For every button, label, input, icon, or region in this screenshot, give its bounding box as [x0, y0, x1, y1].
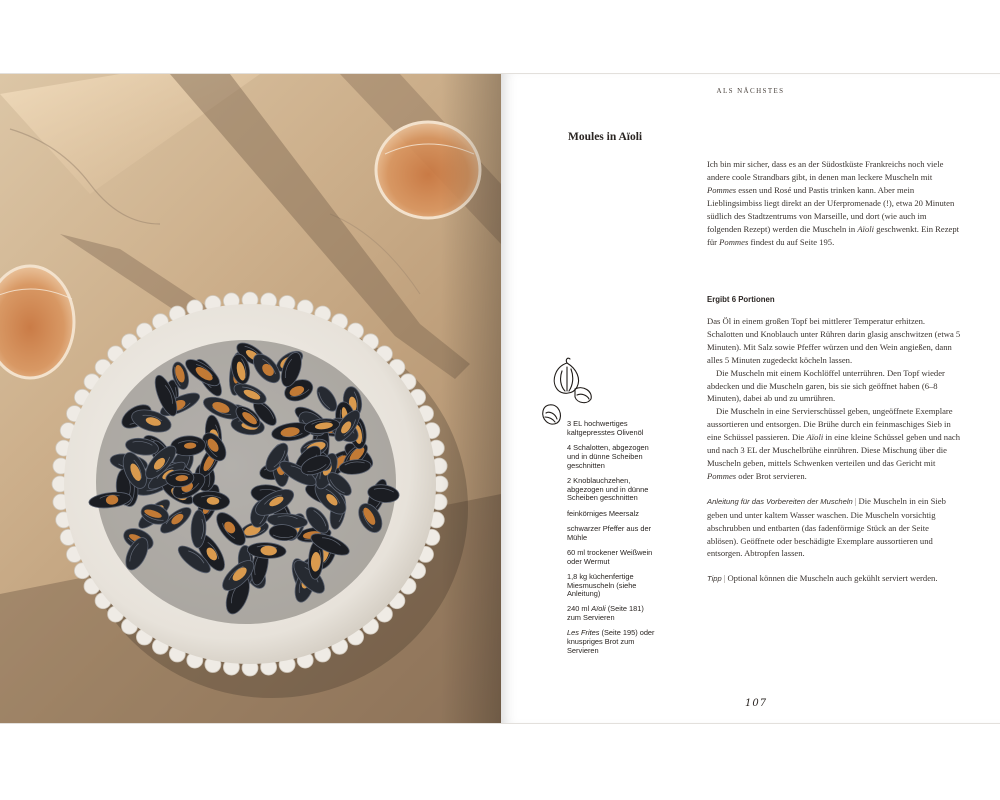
italic-text: Aïoli	[806, 432, 824, 443]
tip-text: Optional können die Muscheln auch gekühlt serviert werden.	[727, 573, 938, 584]
page-number: 107	[745, 698, 768, 709]
text-run: 60 ml trockener Weißwein oder Wermut	[567, 547, 653, 566]
ingredient-item	[567, 444, 659, 470]
italic-text: Pommes	[707, 185, 737, 195]
italic-text: Aïoli	[857, 224, 875, 234]
text-run: (Seite 195) oder knuspriges Brot zum Servieren	[567, 628, 655, 656]
recipe-page	[501, 74, 1000, 723]
rose-wine-glass-icon	[0, 266, 74, 378]
text-run: in eine kleine Schüssel geben und nach und nach 3 EL der Muschelbrühe einrühren. Diese Mischung über die Muscheln geben, mittels Schwenken verteilen und das Gericht mit	[707, 432, 960, 468]
ingredient-item	[567, 420, 659, 438]
text-run: 1,8 kg küchenfertige Miesmuscheln (siehe Anleitung)	[567, 571, 637, 599]
separator: |	[723, 573, 726, 584]
method-step	[707, 367, 962, 406]
ingredient-item	[567, 510, 659, 519]
italic-text: Pommes	[707, 470, 737, 481]
text-run: 3 EL hochwertiges kaltgepresstes Olivenöl	[567, 419, 644, 437]
method-steps	[707, 315, 962, 586]
text-run: feinkörniges Meersalz	[567, 508, 639, 518]
text-run: Das Öl in einem großen Topf bei mittlerer Temperatur erhitzen. Schalotten und Knoblauch unter Rühren darin glasig anschwitzen (etwa 5 Minuten). Mit Salz sowie Pfeffer würzen und den Wein angießen, dann alles 5 Minuten zugedeckt köcheln lassen.	[707, 316, 961, 365]
text-run: Die Muscheln in eine Servierschüssel geben, ungeöffnete Exemplare aussortieren und entsorgen. Die Brühe durch ein feinmaschiges Sieb in eine Schüssel passieren. Die	[707, 406, 953, 443]
text-run: geschwenkt. Ein Rezept für	[707, 224, 960, 247]
ingredient-item	[567, 629, 659, 655]
text-run: Die Muscheln mit einem Kochlöffel unterrühren. Den Topf wieder abdecken und die Muscheln garen, bis sie sich geöffnet haben (6–8 Minuten), dabei ab und zu umrühren.	[707, 367, 945, 404]
ingredient-item	[567, 525, 659, 543]
running-head: ALS NÄCHSTES	[716, 87, 785, 95]
prep-note-label: Anleitung für das Vorbereiten der Muscheln	[707, 496, 853, 506]
rose-wine-glass-icon	[376, 122, 480, 218]
separator: |	[854, 495, 857, 506]
text-run: 240 ml	[567, 604, 592, 614]
recipe-title: Moules in Aïoli	[568, 131, 643, 143]
italic-text: Les Frites	[567, 628, 600, 638]
yield-label: Ergibt 6 Portionen	[707, 295, 775, 304]
prep-note-text: Die Muscheln in ein Sieb geben und unter kaltem Wasser waschen. Die Muscheln vorsichtig abschrubben und entbarten (das fadenförmige Stück an der Seite ablösen). Geöffnete oder beschädigte Exemplare aussortieren und entsorgen. Abtropfen lassen.	[707, 495, 946, 559]
photo-page	[0, 74, 501, 723]
text-run: Ich bin mir sicher, dass es an der Südostküste Frankreichs noch viele andere coole Strandbars gibt, in denen man leckere Muscheln mit	[707, 159, 944, 182]
italic-text: Aïoli	[591, 604, 606, 614]
ingredient-item	[567, 605, 659, 623]
text-run: (Seite 181) zum Servieren	[567, 604, 644, 623]
ingredient-list	[567, 420, 659, 662]
text-run: schwarzer Pfeffer aus der Mühle	[567, 523, 652, 542]
prep-note	[707, 495, 962, 561]
method-step	[707, 405, 962, 482]
italic-text: Pommes	[719, 237, 749, 247]
book-spread	[0, 74, 1000, 723]
tip	[707, 572, 962, 586]
mussel-bowl-photo	[0, 74, 501, 723]
intro-paragraph	[707, 158, 962, 249]
ingredient-item	[567, 573, 659, 599]
text-run: findest du auf Seite 195.	[748, 237, 835, 247]
text-run: 2 Knoblauchzehen, abgezogen und in dünne Scheiben geschnitten	[567, 475, 649, 503]
ingredient-item	[567, 477, 659, 503]
tip-label: Tipp	[707, 574, 722, 584]
method-step	[707, 315, 962, 367]
text-run: essen und Rosé und Pastis trinken kann. Aber mein Lieblingsimbiss liegt direkt an der Uferpromenade (!), etwa 20 Minuten südlich des Stadtzentrums von Marseille, und dort (wie auch im folgenden Rezept) werden die Muscheln in	[707, 185, 955, 234]
ingredient-item	[567, 549, 659, 567]
text-run: oder Brot servieren.	[736, 470, 807, 481]
text-run: 4 Schalotten, abgezogen und in dünne Scheiben geschnitten	[567, 442, 649, 470]
